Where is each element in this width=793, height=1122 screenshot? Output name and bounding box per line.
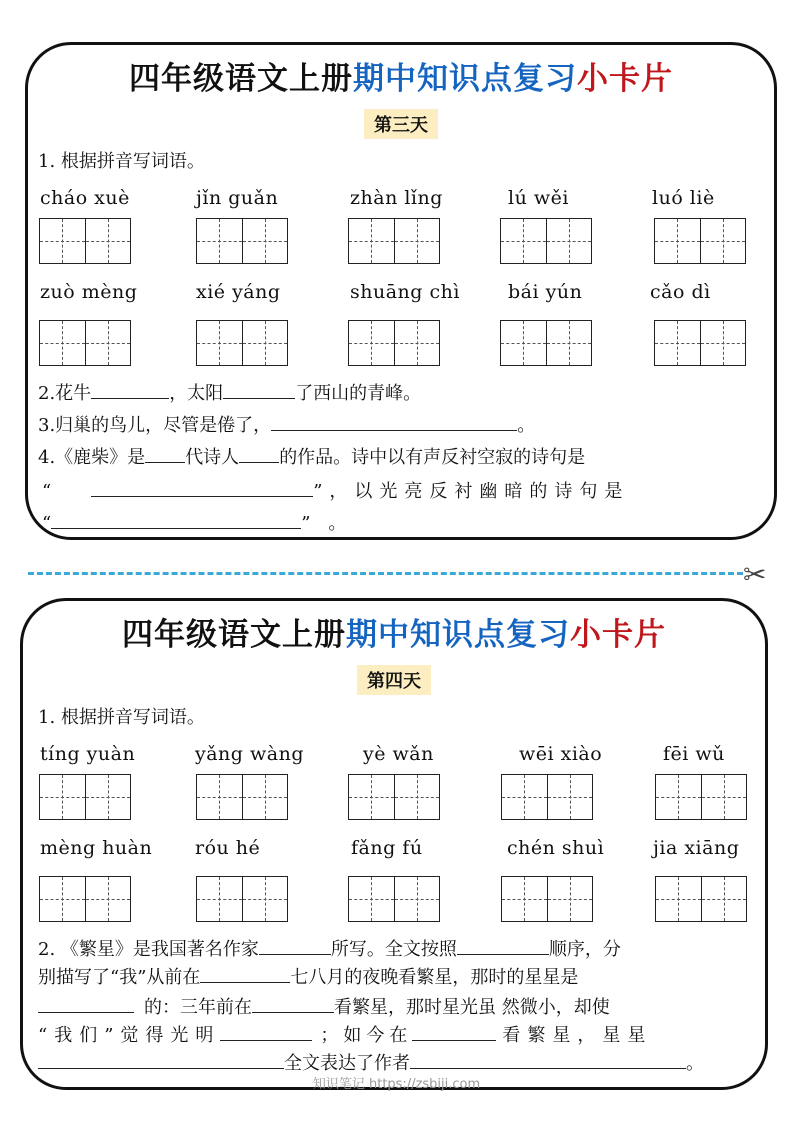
writing-grid[interactable] <box>348 876 440 922</box>
writing-grid[interactable] <box>196 320 288 366</box>
writing-grid[interactable] <box>348 218 440 264</box>
question-4-line2: “ ”，以光亮反衬幽暗的诗句是 <box>42 481 630 502</box>
writing-grid[interactable] <box>39 320 131 366</box>
writing-grid[interactable] <box>655 774 747 820</box>
answer-blank[interactable] <box>91 480 313 497</box>
pinyin: shuāng chì <box>350 281 460 303</box>
review-card-day4 <box>20 598 768 1090</box>
answer-blank[interactable] <box>145 446 185 463</box>
answer-blank[interactable] <box>259 938 331 955</box>
question-2-line5: 全文表达了作者 。 <box>38 1049 704 1075</box>
answer-blank[interactable] <box>239 446 279 463</box>
pinyin: zhàn lǐng <box>350 187 443 209</box>
answer-blank[interactable] <box>200 966 290 983</box>
day-label: 第四天 <box>357 665 431 695</box>
question-2: 2.花牛 ，太阳 了西山的青峰。 <box>38 383 422 404</box>
question-2-line4: “我们”觉得光明 ；如今在 看繁星，星星 <box>38 1025 653 1046</box>
question-2: 2. 《繁星》是我国著名作家 所写。全文按照 顺序，分 <box>38 939 621 960</box>
answer-blank[interactable] <box>223 382 295 399</box>
writing-grid[interactable] <box>196 876 288 922</box>
writing-grid[interactable] <box>500 218 592 264</box>
answer-blank[interactable] <box>457 938 549 955</box>
pinyin: zuò mèng <box>40 281 138 303</box>
answer-blank[interactable] <box>271 414 517 431</box>
pinyin: wēi xiào <box>519 743 603 765</box>
pinyin: róu hé <box>195 837 261 859</box>
question-4-line3: “ ” 。 <box>42 513 347 534</box>
card-title: 四年级语文上册期中知识点复习小卡片 <box>129 61 673 97</box>
pinyin: cǎo dì <box>650 281 711 303</box>
writing-grid[interactable] <box>196 218 288 264</box>
answer-blank[interactable] <box>252 996 334 1013</box>
question-2-line3: 的：三年前在 看繁星，那时星光虽 然微小，却使 <box>38 993 610 1019</box>
card-title: 四年级语文上册期中知识点复习小卡片 <box>122 617 666 653</box>
writing-grid[interactable] <box>501 774 593 820</box>
writing-grid[interactable] <box>501 876 593 922</box>
pinyin: yǎng wàng <box>195 743 304 765</box>
pinyin: fǎng fú <box>351 837 423 859</box>
pinyin: jia xiāng <box>653 837 740 859</box>
answer-blank[interactable] <box>412 1024 496 1041</box>
question-1: 1. 根据拼音写词语。 <box>38 151 205 172</box>
writing-grid[interactable] <box>500 320 592 366</box>
question-1: 1. 根据拼音写词语。 <box>38 707 205 728</box>
pinyin: tíng yuàn <box>40 743 136 765</box>
review-card-day3 <box>25 42 777 540</box>
pinyin: cháo xuè <box>40 187 130 209</box>
cut-line <box>28 572 743 575</box>
question-2-line2: 别描写了“我”从前在 七八月的夜晚看繁星，那时的星星是 <box>38 967 579 988</box>
pinyin: chén shuì <box>507 837 605 859</box>
writing-grid[interactable] <box>39 774 131 820</box>
scissors-icon: ✂ <box>743 558 767 591</box>
pinyin: luó liè <box>652 187 715 209</box>
pinyin: lú wěi <box>508 187 569 209</box>
writing-grid[interactable] <box>39 876 131 922</box>
pinyin: fēi wǔ <box>663 743 725 765</box>
watermark: 知识笔记 https://zsbiji.com <box>312 1077 481 1092</box>
pinyin: bái yún <box>508 281 583 303</box>
answer-blank[interactable] <box>38 1052 284 1069</box>
writing-grid[interactable] <box>654 320 746 366</box>
answer-blank[interactable] <box>410 1052 686 1069</box>
pinyin: yè wǎn <box>363 743 434 765</box>
pinyin: jǐn guǎn <box>196 187 279 209</box>
answer-blank[interactable] <box>51 512 301 529</box>
pinyin: mèng huàn <box>40 837 153 859</box>
answer-blank[interactable] <box>38 996 134 1013</box>
question-3: 3.归巢的鸟儿，尽管是倦了， 。 <box>38 415 536 436</box>
writing-grid[interactable] <box>348 774 440 820</box>
answer-blank[interactable] <box>220 1024 312 1041</box>
writing-grid[interactable] <box>348 320 440 366</box>
writing-grid[interactable] <box>655 876 747 922</box>
day-label: 第三天 <box>364 109 438 139</box>
writing-grid[interactable] <box>196 774 288 820</box>
answer-blank[interactable] <box>91 382 169 399</box>
question-4: 4.《鹿柴》是 代诗人 的作品。诗中以有声反衬空寂的诗句是 <box>38 447 586 468</box>
writing-grid[interactable] <box>654 218 746 264</box>
writing-grid[interactable] <box>39 218 131 264</box>
pinyin: xié yáng <box>196 281 281 303</box>
